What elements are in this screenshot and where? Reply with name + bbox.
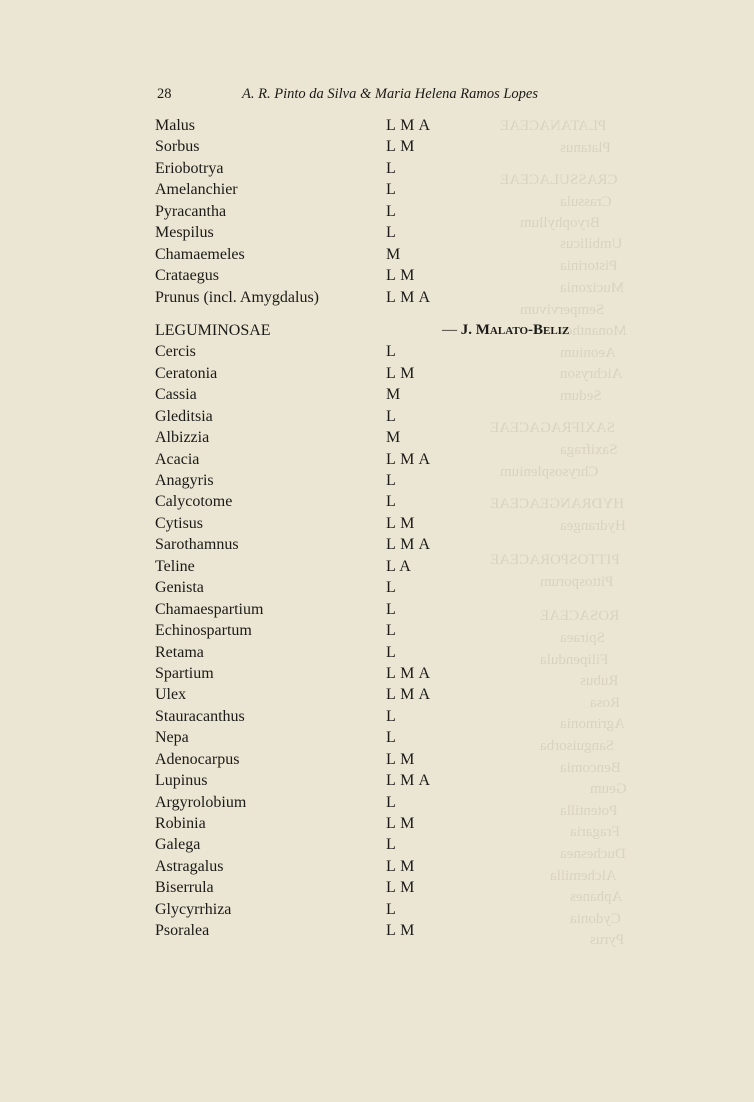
list-item [155,813,635,834]
region-codes: L M A [386,117,431,134]
region-codes: M [386,429,401,447]
list-item [155,427,635,448]
genus-name: Argyrolobium [155,793,247,811]
region-codes: L M [386,514,415,532]
genus-name: Prunus (incl. Amygdalus) [155,288,319,306]
genus-name: Psoralea [155,922,210,940]
genus-name: Adenocarpus [155,750,240,768]
genus-name: Retama [155,643,204,661]
genus-name: Chamaemeles [155,245,245,263]
region-codes: M [386,386,401,404]
list-item [155,287,635,308]
list-item [155,534,635,555]
genus-name: Astragalus [155,857,224,875]
genus-name: Galega [155,836,201,854]
genus-name: Amelanchier [155,181,238,199]
genus-name: Lupinus [155,772,208,790]
genus-name: Chamaespartium [155,600,264,618]
region-codes: L M [386,857,415,875]
region-codes: L M [386,922,415,940]
list-item [155,513,635,534]
genus-name: Cassia [155,386,197,404]
genus-name: Gleditsia [155,407,213,425]
list-item [155,706,635,727]
region-codes: L [386,836,397,854]
region-codes: L M [386,815,415,832]
genus-name: Mespilus [155,224,214,242]
genus-name: Acacia [155,450,200,468]
genus-name: Pyracantha [155,202,227,220]
list-item [155,406,635,427]
list-item [155,449,635,470]
genus-name: Glycyrrhiza [155,900,232,918]
genus-name: Biserrula [155,879,214,897]
region-codes: L [386,181,397,199]
list-item [155,384,635,405]
list-item [155,491,635,512]
region-codes: L [386,159,397,177]
list-item [155,201,635,222]
genus-name: Robinia [155,815,206,832]
genus-name: Ulex [155,686,187,704]
region-codes: L M A [386,664,431,682]
family-author [442,320,569,341]
genus-name: Teline [155,557,195,575]
list-item [155,899,635,920]
genus-list [155,115,635,942]
show-through-background: PLATANACEAE Platanus CRASSULACEAE Crassula Bryophyllum Umbilicus Pistorinia Mucizonia Sempervivum Monanthes Aeonium Aichryson Sedum SAXIFRAGACEAE Saxifraga Chrysosplenium HYDRANGEACEAE Hydrangea PITTOSPORACEAE Pittosporum ROSACEAE Spiraea Filipendula Rubus Rosa Agrimonia Sanguisorba Bencomia Geum Potentilla Fragaria Duchesnea Alchemilla Aphanes Cydonia Pyrus [490,118,627,948]
list-item [155,556,635,577]
page-number: 28 [157,86,172,102]
list-item [155,663,635,684]
region-codes: L [386,343,397,361]
region-codes: L M A [386,288,431,306]
region-codes: L M [386,138,415,156]
list-item [155,920,635,941]
genus-name: Sarothamnus [155,536,239,554]
genus-name: Anagyris [155,472,214,489]
region-codes: L [386,407,397,425]
genus-name: Cercis [155,343,196,361]
region-codes: M [386,245,401,263]
list-item [155,727,635,748]
genus-name: Cytisus [155,514,204,532]
genus-name: Spartium [155,664,214,682]
list-item [155,684,635,705]
author-name: J. Malato-Beliz [460,321,570,338]
genus-name: Nepa [155,729,189,747]
region-codes: L [386,900,397,918]
region-codes: L [386,729,397,747]
list-item [155,642,635,663]
region-codes: L [386,707,397,725]
list-item [155,577,635,598]
list-item [155,749,635,770]
author-dash: — [442,321,461,338]
list-item [155,341,635,362]
region-codes: L [386,600,397,618]
list-item [155,599,635,620]
region-codes: L [386,643,397,661]
list-item [155,856,635,877]
genus-name: Sorbus [155,138,200,156]
region-codes: L M A [386,686,431,704]
region-codes: L M A [386,450,431,468]
genus-name: Albizzia [155,429,210,447]
region-codes: L M [386,879,415,897]
family-name: LEGUMINOSAE [155,321,271,339]
genus-name: Echinospartum [155,622,252,640]
list-item [155,222,635,243]
region-codes: L [386,793,397,811]
region-codes: L [386,472,397,489]
genus-name: Malus [155,117,195,134]
list-item [155,115,635,136]
family-heading [155,320,635,341]
region-codes: L A [386,557,412,575]
list-item [155,770,635,791]
list-item [155,834,635,855]
list-item [155,265,635,286]
region-codes: L M A [386,772,431,790]
genus-name: Genista [155,579,204,597]
region-codes: L M [386,267,415,285]
list-item [155,244,635,265]
genus-name: Ceratonia [155,364,218,382]
genus-name: Eriobotrya [155,159,224,177]
genus-name: Crataegus [155,267,219,285]
page-header [157,86,577,108]
region-codes: L [386,579,397,597]
region-codes: L M A [386,536,431,554]
list-item [155,792,635,813]
region-codes: L [386,202,397,220]
region-codes: L [386,493,397,511]
list-item [155,363,635,384]
list-item [155,877,635,898]
list-item [155,136,635,157]
genus-name: Stauracanthus [155,707,245,725]
running-title: A. R. Pinto da Silva & Maria Helena Ramos Lopes [242,86,539,102]
region-codes: L M [386,750,415,768]
region-codes: L M [386,364,415,382]
list-item [155,620,635,641]
list-item [155,179,635,200]
region-codes: L [386,622,397,640]
list-item [155,470,635,491]
list-item [155,158,635,179]
genus-name: Calycotome [155,493,233,511]
region-codes: L [386,224,397,242]
